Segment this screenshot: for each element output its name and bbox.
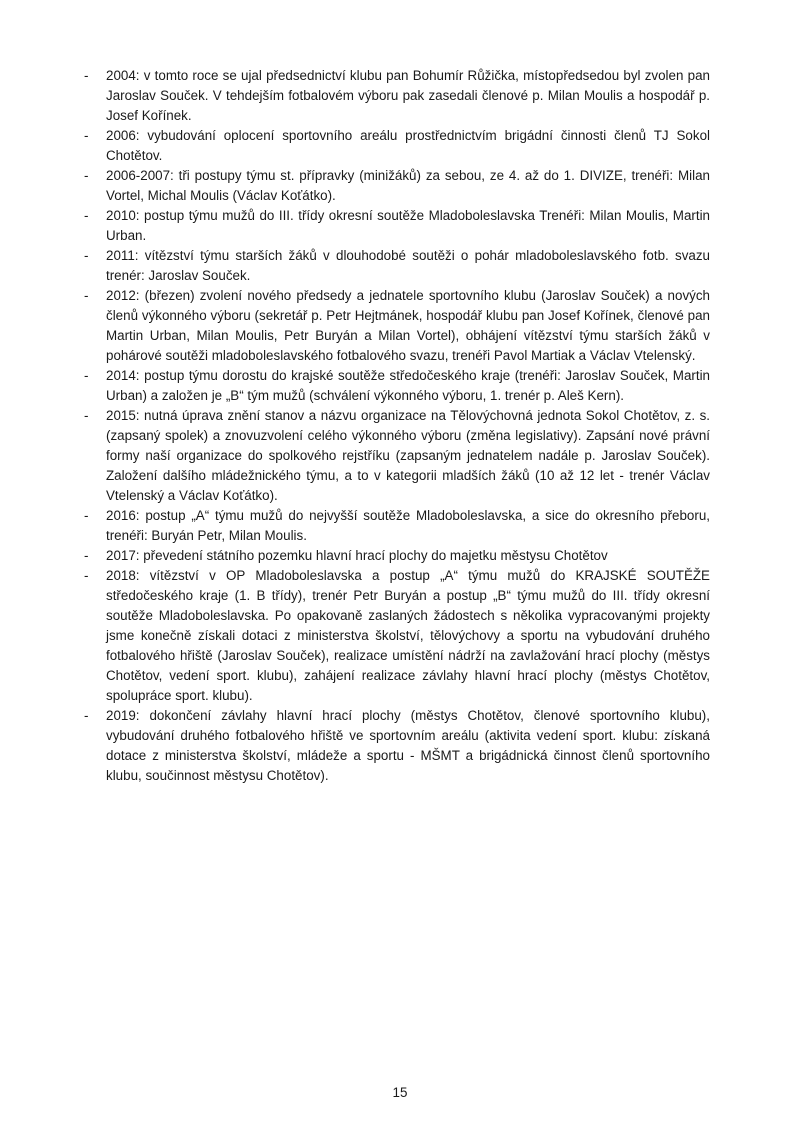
entry-text: 2015: nutná úprava znění stanov a názvu organizace na Tělovýchovná jednota Sokol Chotětov, z. s. (zapsaný spolek) a znovuzvolení celého výkonného výboru (změna legislativy). Zapsání nové právní formy naší organizace do spolkového rejstříku (zapsaným jednatelem nadále p. Jaroslav Souček). Založení dalšího mládežnického týmu, a to v kategorii mladších žáků (10 až 12 let - trenér Václav Vtelenský a Václav Koťátko). <box>106 408 710 503</box>
bullet-dash: - <box>84 168 89 183</box>
bullet-dash: - <box>84 568 89 583</box>
bullet-dash: - <box>84 408 89 423</box>
list-item <box>84 406 710 506</box>
bullet-dash: - <box>84 708 89 723</box>
entry-text: 2004: v tomto roce se ujal předsednictví klubu pan Bohumír Růžička, místopředsedou byl zvolen pan Jaroslav Souček. V tehdejším fotbalovém výboru pak zasedali členové p. Milan Moulis a hospodář p. Josef Kořínek. <box>106 68 710 123</box>
list-item <box>84 706 710 786</box>
entry-text: 2014: postup týmu dorostu do krajské soutěže středočeského kraje (trenéři: Jaroslav Souček, Martin Urban) a založen je „B“ tým mužů (schválení výkonného výboru, 1. trenér p. Aleš Kern). <box>106 368 710 403</box>
list-item <box>84 506 710 546</box>
bullet-dash: - <box>84 368 89 383</box>
entry-text: 2012: (březen) zvolení nového předsedy a jednatele sportovního klubu (Jaroslav Souček) a nových členů výkonného výboru (sekretář p. Petr Hejtmánek, hospodář klubu pan Josef Kořínek, členové pan Martin Urban, Milan Moulis, Petr Buryán a Milan Vortel), obhájení vítězství týmu starších žáků v pohárové soutěži mladoboleslavského fotbalového svazu, trenéři Pavol Martiak a Václav Vtelenský. <box>106 288 710 363</box>
entry-text: 2016: postup „A“ týmu mužů do nejvyšší soutěže Mladoboleslavska, a sice do okresního přeboru, trenéři: Buryán Petr, Milan Moulis. <box>106 508 710 543</box>
bullet-dash: - <box>84 548 89 563</box>
entry-text: 2010: postup týmu mužů do III. třídy okresní soutěže Mladoboleslavska Trenéři: Milan Moulis, Martin Urban. <box>106 208 710 243</box>
entry-text: 2006-2007: tři postupy týmu st. přípravky (minižáků) za sebou, ze 4. až do 1. DIVIZE, trenéři: Milan Vortel, Michal Moulis (Václav Koťátko). <box>106 168 710 203</box>
bullet-dash: - <box>84 248 89 263</box>
entry-text: 2011: vítězství týmu starších žáků v dlouhodobé soutěži o pohár mladoboleslavského fotb. svazu trenér: Jaroslav Souček. <box>106 248 710 283</box>
list-item <box>84 206 710 246</box>
history-list <box>84 66 710 786</box>
list-item <box>84 546 710 566</box>
list-item <box>84 66 710 126</box>
page-number: 15 <box>392 1085 408 1100</box>
list-item <box>84 166 710 206</box>
entry-text: 2019: dokončení závlahy hlavní hrací plochy (městys Chotětov, členové sportovního klubu), vybudování druhého fotbalového hřiště ve sportovním areálu (aktivita vedení sport. klubu: získaná dotace z ministerstva školství, mládeže a sportu - MŠMT a brigádnická činnost členů sportovního klubu, součinnost městysu Chotětov). <box>106 708 710 783</box>
entry-text: 2018: vítězství v OP Mladoboleslavska a postup „A“ týmu mužů do KRAJSKÉ SOUTĚŽE středočeského kraje (1. B třídy), trenér Petr Buryán a postup „B“ týmu mužů do III. třídy okresní soutěže Mladoboleslavska. Po opakovaně zaslaných žádostech s několika vypracovanými projekty jsme konečně získali dotaci z ministerstva školství, tělovýchovy a sportu na vybudování druhého fotbalového hřiště (Jaroslav Souček), realizace umístění nádrží na zavlažování hrací plochy (městys Chotětov, vedení sport. klubu), zahájení realizace závlahy hlavní hrací plochy (městys Chotětov, spolupráce sport. klubu). <box>106 568 710 703</box>
list-item <box>84 286 710 366</box>
list-item <box>84 366 710 406</box>
list-item <box>84 246 710 286</box>
bullet-dash: - <box>84 208 89 223</box>
bullet-dash: - <box>84 68 89 83</box>
entry-text: 2006: vybudování oplocení sportovního areálu prostřednictvím brigádní činnosti členů TJ Sokol Chotětov. <box>106 128 710 163</box>
entry-text: 2017: převedení státního pozemku hlavní hrací plochy do majetku městysu Chotětov <box>106 548 608 563</box>
bullet-dash: - <box>84 508 89 523</box>
list-item <box>84 566 710 706</box>
bullet-dash: - <box>84 288 89 303</box>
list-item <box>84 126 710 166</box>
bullet-dash: - <box>84 128 89 143</box>
